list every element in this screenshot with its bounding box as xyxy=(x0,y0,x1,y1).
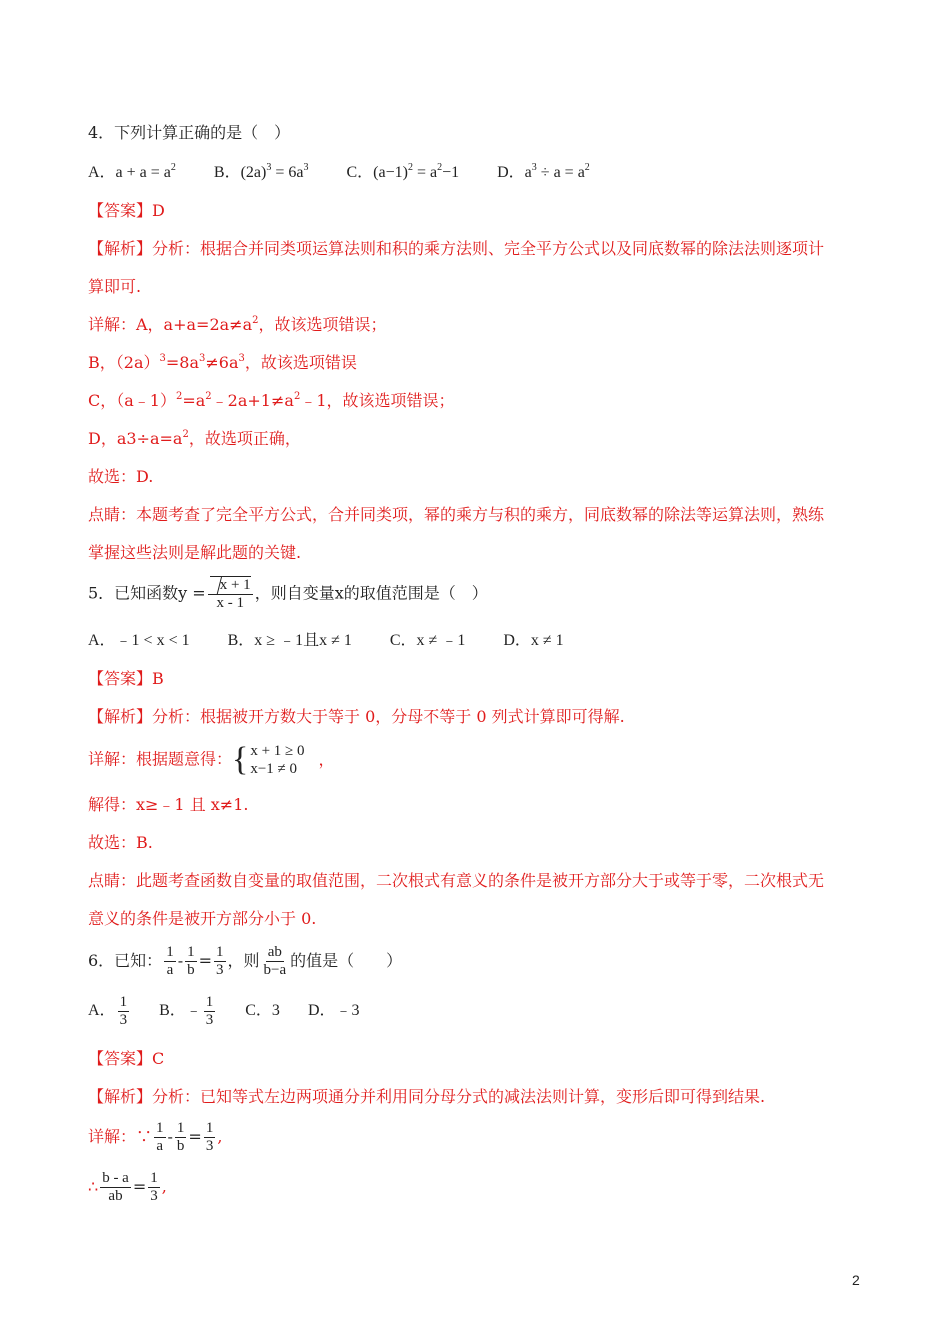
q4-analysis-line2: 算即可. xyxy=(88,277,142,296)
q6-fraction-1-over-a: $\frac{1}{a}$ xyxy=(166,944,174,978)
q5-option-b: B．x ≥ ﹣1且x ≠ 1 xyxy=(227,632,352,649)
q4-option-b: B．$(2a)^3 = 6a^3$ xyxy=(213,162,309,181)
q4-choose: 故选：D. xyxy=(88,467,154,486)
q5-options xyxy=(88,630,598,652)
q5-answer: 【答案】B xyxy=(88,669,164,688)
q4-option-a: A．$a + a = a^2$ xyxy=(88,162,176,181)
page-number: 2 xyxy=(852,1272,860,1288)
q5-solve: 解得：x≥﹣1 且 x≠1. xyxy=(88,795,249,814)
q6-therefore: ∴ $\frac{b - a}{ab}$ = $\frac{1}{3}$ , xyxy=(88,1170,167,1204)
q4-option-d: D．$a^3 \div a = a^2$ xyxy=(497,162,590,181)
q5-note-line1: 点睛：此题考查函数自变量的取值范围，二次根式有意义的条件是被开方部分大于或等于零，二次根式无 xyxy=(88,871,825,890)
q6-option-d: D．﹣3 xyxy=(307,1002,360,1020)
q6-option-c: C．3 xyxy=(245,1002,280,1020)
q5-choose: 故选：B. xyxy=(88,833,153,852)
q4-detail-d: D，$a3\div a=a^2$，故选项正确， xyxy=(88,429,301,448)
q5-analysis: 【解析】分析：根据被开方数大于等于 0，分母不等于 0 列式计算即可得解. xyxy=(88,707,625,726)
q6-option-b: B．﹣ $\frac{1}{3}$ xyxy=(159,994,214,1028)
q4-detail-b: B，$(2a)^3=8a^3\ne 6a^3$，故该选项错误 xyxy=(88,353,357,372)
q5-option-a: A．﹣1 < x < 1 xyxy=(88,632,190,649)
q6-fraction-1-over-3: $\frac{1}{3}$ xyxy=(216,944,224,978)
q5-function-fraction: $\frac{x + 1}{x - 1}$ xyxy=(208,576,253,612)
q4-note-line2: 掌握这些法则是解此题的关键. xyxy=(88,543,302,562)
q4-option-c: C．$(a-1)^2 = a^2-1$ xyxy=(346,162,460,181)
q4-detail-c: C，$(a﹣1)^2=a^2﹣2a+1\ne a^2﹣1$，故该选项错误； xyxy=(88,391,455,410)
q5-note-line2: 意义的条件是被开方部分小于 0. xyxy=(88,909,317,928)
q6-option-a: A． $\frac{1}{3}$ xyxy=(88,994,128,1028)
q4-stem: 4．下列计算正确的是（ ） xyxy=(88,123,291,142)
q6-fraction-1-over-b: $\frac{1}{b}$ xyxy=(187,944,195,978)
q6-stem: 6．已知： $\frac{1}{a}$ - $\frac{1}{b}$ = $\frac{1}{3}$ ，则 $\frac{ab}{b-a}$ 的值是（ ） xyxy=(88,944,403,978)
q5-option-d: D．x ≠ 1 xyxy=(503,632,564,649)
q6-analysis: 【解析】分析：已知等式左边两项通分并利用同分母分式的减法法则计算，变形后即可得到结果. xyxy=(88,1087,766,1106)
q5-stem: 5．已知函数y = $\frac{x + 1}{x - 1}$ ，则自变量x的取值范围是（ ） xyxy=(88,577,488,611)
q6-answer: 【答案】C xyxy=(88,1049,165,1068)
q4-detail-a: 详解：A，$a+a=2a\ne a^2$，故该选项错误； xyxy=(88,315,387,334)
q5-detail: 详解：根据题意得： { x + 1 ≥ 0 x−1 ≠ 0 ， xyxy=(88,741,335,778)
q5-inequality-system: { x + 1 ≥ 0 x−1 ≠ 0 xyxy=(232,741,305,778)
q4-answer: 【答案】D xyxy=(88,201,165,220)
q4-analysis-line1: 【解析】分析：根据合并同类项运算法则和积的乘方法则、完全平方公式以及同底数幂的除法法则逐项计 xyxy=(88,239,825,258)
q6-fraction-ab-over-b-minus-a: $\frac{ab}{b-a}$ xyxy=(263,944,287,978)
q4-options xyxy=(88,162,624,184)
q6-detail: 详解：∵ $\frac{1}{a}$ - $\frac{1}{b}$ = $\frac{1}{3}$ , xyxy=(88,1120,223,1154)
q4-note-line1: 点睛：本题考查了完全平方公式，合并同类项，幂的乘方与积的乘方，同底数幂的除法等运算法则，熟练 xyxy=(88,505,825,524)
q5-option-c: C．x ≠ ﹣1 xyxy=(389,632,466,649)
q6-options xyxy=(88,994,394,1029)
